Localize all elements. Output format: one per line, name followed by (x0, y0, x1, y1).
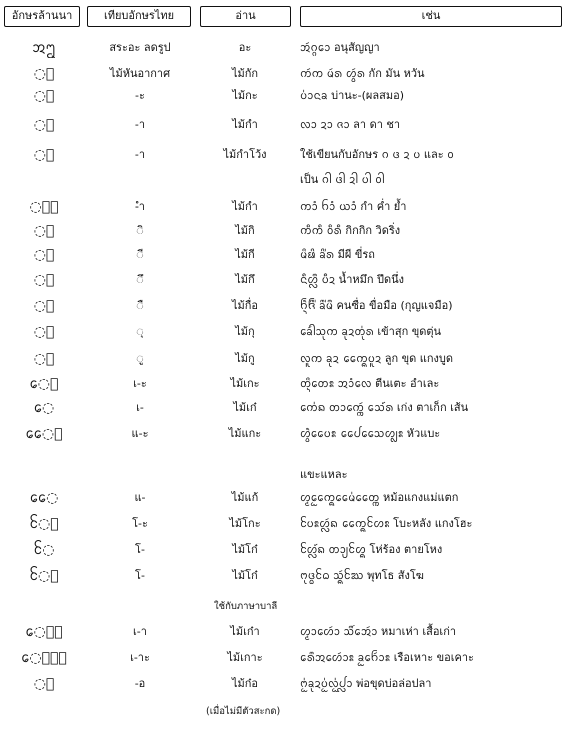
reading: ไม้กำ (232, 118, 258, 131)
table-row (0, 488, 567, 508)
table-row (0, 674, 567, 694)
thai-equivalent: -า (134, 148, 146, 161)
thai-equivalent: โ- (135, 569, 145, 582)
lanna-letter: ◌ᩢ (33, 66, 55, 82)
note-bali: ใช้กับภาษาบาลี (214, 601, 278, 612)
thai-equivalent: ◌ู (136, 352, 144, 365)
lanna-letter: ◌ᩤ (33, 147, 55, 163)
thai-equivalent: เ-าะ (130, 651, 150, 664)
example: ᨷᩰᩡᩉᩖᩢᨦ ᩯᨠ᩠ᨦᩰᩉᩡ โบะหลัง แกงโฮะ (300, 517, 473, 530)
lanna-letter: ◌ᩡ (33, 88, 55, 104)
lanna-letter: ◌ᩴᩣ (29, 199, 59, 215)
thai-equivalent: -ะ (135, 89, 145, 102)
thai-equivalent: ◌ุ (136, 325, 144, 338)
header-thai: เทียบอักษรไทย (87, 6, 191, 27)
example: ᨤᩫ᩠ᨶᨪᩨ᩵ ᨡᩨ᩵ᨾᩨ คนซื่อ ขื่อมือ (กุญแจมือ) (300, 299, 453, 312)
thai-equivalent: เ-ะ (133, 377, 147, 390)
thai-equivalent: แ-ะ (131, 427, 149, 440)
table-row (0, 622, 567, 642)
table-row (0, 221, 567, 241)
reading: ไม้แกะ (228, 427, 262, 440)
lanna-letter: ᩋᩂ (32, 40, 56, 56)
example: ᨾᩦᨹᩦ ᨡᩦ᩵ᩁ มีผี ขี่รถ (300, 248, 375, 261)
table-row (0, 349, 567, 369)
table-row (0, 197, 567, 217)
table-row (0, 296, 567, 316)
reading: ไม้กำโว้ง (223, 148, 267, 161)
table-row (0, 245, 567, 265)
lanna-letter: ◌ᩩ (33, 324, 55, 340)
lanna-letter: ᩮ◌ᩢᩣ (25, 624, 63, 640)
example: ᩁᩮᩨᩋᩉᩮᩢᩣᩡ ᨡᩬᨤᩮᩢᩣᩡ เรือเหาะ ขอเคาะ (300, 651, 474, 664)
table-row (0, 145, 567, 165)
header-read: อ่าน (200, 6, 291, 27)
reading: ไม้โกะ (229, 517, 261, 530)
reading: ไม้กุ (235, 325, 255, 338)
reading: ไม้กึ (235, 273, 255, 286)
lanna-letter: ◌ᩨ (33, 298, 55, 314)
example: ᨠᩥᨠᩥ ᩅᩥᩁᩥ กิกกิก วิดริ่ง (300, 224, 401, 237)
example: ᨡᩮᩢᩤᩈᩩᨠ ᨡᩩᨯᨲᩩ᩵ᩁ เข้าสุก ขุดตุ่น (300, 325, 442, 338)
lanna-letter: ᩰ◌ᩣ (29, 568, 59, 584)
lanna-letter: ◌ᩣ (33, 117, 55, 133)
thai-equivalent: -อ (134, 677, 146, 690)
table-row (0, 86, 567, 106)
example: ᩋᩢᨣ᩠ᨣᩮᩣ อนุสัญญา (300, 41, 380, 54)
table-row (0, 514, 567, 534)
table-row (0, 322, 567, 342)
reading: ไม้กำ (232, 200, 258, 213)
lanna-letter: ◌ᩥ (33, 223, 55, 239)
example: ᩃᩪᨠ ᨡᩩᨯ ᩯᨠ᩠ᨦᨷᩪᨯ ลูก ขุด แกงบูด (300, 352, 454, 365)
table-row (0, 115, 567, 135)
example: เป็น ᨣᩤ ᨴᩤ ᨯᩤ ᨷᩤ ᩅᩤ (300, 173, 385, 186)
table-row (0, 64, 567, 84)
thai-equivalent: สระอะ ลดรูป (109, 41, 171, 54)
example: ᩉ᩠ᩅᩫᩯᨷᩡ ᩯᨸᩈᩯᩉ᩠ᩃᩡ หัวแบะ (300, 427, 441, 440)
table-row (0, 38, 567, 58)
reading: ไม้กู (235, 352, 255, 365)
thai-equivalent: -ำ (135, 200, 145, 213)
example: ใช้เขียนกับอักษร ᨣ ᨴ ᨯ ᨷ และ ᩅ (300, 148, 454, 161)
table-row (0, 540, 567, 560)
lanna-letter: ᩰ◌ (33, 542, 55, 558)
thai-equivalent: ◌ึ (136, 273, 144, 286)
reading: ไม้แก้ (231, 491, 259, 504)
reading: ไม้กี (235, 248, 255, 261)
example: ᩉ᩠ᨾᩣᩉᩮᩢᩣ ᩈᩨ᩶ᩋᩮᩢᩣ หมาเห่า เสื้อเก่า (300, 625, 457, 638)
reading: ไม้เก๋า (230, 625, 260, 638)
lanna-letter: ᩯ◌ᩡ (25, 426, 63, 442)
lanna-letter: ◌ᩦ (33, 247, 55, 263)
table-row (0, 465, 567, 485)
reading: ไม้เกะ (230, 377, 260, 390)
reading: ไม้เกาะ (227, 651, 263, 664)
example: ᨻᩩᨴ᩠ᨵᩰᨵ ᩈᩢ᩠ᨦᩰᨥ พุทโธ สังโฆ (300, 569, 424, 582)
thai-equivalent: เ- (136, 401, 144, 414)
lanna-letter: ᩮ◌ (33, 400, 55, 416)
table-row (0, 566, 567, 586)
example: แขะแหละ (300, 468, 348, 481)
reading: อะ (238, 41, 252, 54)
table-row (0, 374, 567, 394)
reading: ไม้กื่อ (231, 299, 259, 312)
reading: ไม้โก๋ (232, 543, 258, 556)
thai-equivalent: เ-า (133, 625, 147, 638)
header-example: เช่น (300, 6, 562, 27)
lanna-letter: ᩰ◌ᩡ (29, 516, 59, 532)
lanna-letter: ◌ᩪ (33, 351, 55, 367)
example: ᨷ᩵ᩣᨶᨡ บ่านะ-(ผลสมอ) (300, 89, 404, 102)
note-no-final: (เมื่อไม่มีตัวสะกด) (206, 706, 281, 717)
thai-equivalent: ◌ี (136, 248, 144, 261)
reading: ไม้กัก (231, 67, 259, 80)
table-row (0, 648, 567, 668)
reading: ไม้เก๋ (233, 401, 257, 414)
thai-equivalent: โ-ะ (132, 517, 148, 530)
table-row (0, 170, 567, 190)
table-row (0, 398, 567, 418)
thai-equivalent: โ- (135, 543, 145, 556)
reading: ไม้กิ (235, 224, 255, 237)
lanna-letter: ᩮ◌ᩡ (29, 376, 59, 392)
example: ᨲᩦ᩠ᨶᨲᩮᩡ ᩋᩣᩴᩃᩮ ตีนเตะ อำเละ (300, 377, 440, 390)
reading: ไม้กะ (232, 89, 258, 102)
example: ᨠᩮ᩵ᨦ ᨲᩣᨠᩮᩢ᩠ᨠ ᩈᩮ᩶ᩁ เก่ง ตาเก็ก เส้น (300, 401, 469, 414)
thai-equivalent: -า (134, 118, 146, 131)
thai-equivalent: ไม้หันอากาศ (109, 67, 171, 80)
lanna-letter: ◌ᩬ (33, 676, 55, 692)
lanna-letter: ᩯ◌ (29, 490, 59, 506)
lanna-letter: ◌ᩧ (33, 272, 55, 288)
thai-equivalent: ◌ื (136, 299, 144, 312)
thai-equivalent: ◌ิ (136, 224, 144, 237)
thai-equivalent: แ- (134, 491, 146, 504)
table-row (0, 424, 567, 444)
example: ᨻᩬ᩵ᨡᩩᨯᨷᩬ᩵ᩃᩬ᩵ᨸᩖᩣ พ่อขุดบ่อล่อปลา (300, 677, 432, 690)
example: ᨶᩧᩉᩖᩨ ᨷᩧᨯ น้ำหมึก ปึดนึ่ง (300, 273, 405, 286)
example: ᩉᩰᩖ᩶ᨦ ᨲᩣ᩠ᨿᩰᩉ᩠ᨦ โห่ร้อง ตายโหง (300, 543, 443, 556)
example: ᩉ᩠ᨾᩬᩯᨠ᩠ᨦᩯᨾ᩵ᩯᨲ᩠ᨠ หม้อแกงแม่แตก (300, 491, 459, 504)
example: ᨠᩣᩴ ᨤᩣᩴ ᨿᩣᩴ กำ ค่ำ ย้ำ (300, 200, 407, 213)
reading: ไม้ก๋อ (231, 677, 259, 690)
reading: ไม้โก๋ (232, 569, 258, 582)
table-row (0, 270, 567, 290)
example: ᨠᩢᨠ ᨾᩢᩁ ᩉ᩠ᩅᩢᩁ กัก มัน หวัน (300, 67, 425, 80)
lanna-letter: ᩮ◌ᩢᩣᩡ (21, 650, 67, 666)
header-lanna: อักษรล้านนา (4, 6, 80, 27)
example: ᩃᩣ ᨯᩣ ᨩᩣ ลา ดา ชา (300, 118, 401, 131)
